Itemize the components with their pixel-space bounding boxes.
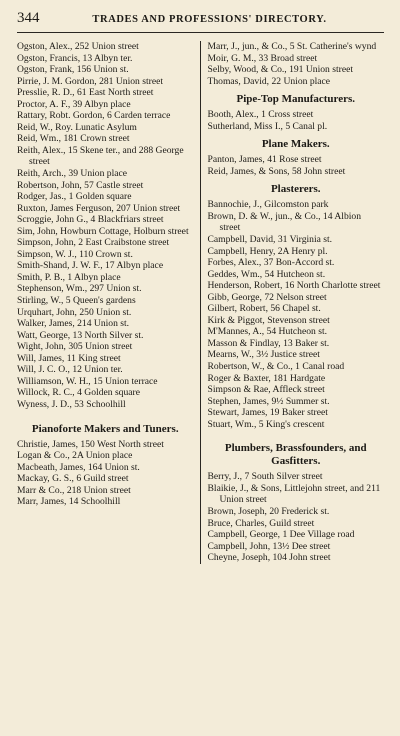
- directory-entry: Kirk & Piggot, Stevenson street: [207, 314, 330, 326]
- directory-entry: Forbes, Alex., 37 Bon-Accord st.: [207, 257, 335, 269]
- directory-entry: Ruxton, James Ferguson, 207 Union street: [17, 202, 181, 214]
- running-head: TRADES AND PROFESSIONS' DIRECTORY.: [92, 14, 327, 25]
- directory-entry: Sutherland, Miss I., 5 Canal pl.: [207, 120, 328, 132]
- directory-entry: Gilbert, Robert, 56 Chapel st.: [207, 303, 321, 315]
- directory-entry: Presslie, R. D., 61 East North street: [17, 87, 154, 99]
- directory-entry: Williamson, W. H., 15 Union terrace: [17, 375, 158, 387]
- directory-columns: [17, 41, 384, 564]
- section-heading: Plane Makers.: [261, 138, 330, 151]
- directory-entry: Panton, James, 41 Rose street: [207, 154, 322, 166]
- left-column: [17, 41, 200, 564]
- directory-entry: Ogston, Alex., 252 Union street: [17, 41, 139, 52]
- directory-entry: Smith-Shand, J. W. F., 17 Albyn place: [17, 260, 164, 272]
- directory-entry: Wyness, J. D., 53 Schoolhill: [17, 398, 126, 410]
- directory-entry: Bannochie, J., Gilcomston park: [207, 199, 329, 211]
- section-heading-pianoforte: Pianoforte Makers and Tuners.: [31, 422, 179, 435]
- section-heading: Plumbers, Brassfounders, and Gasfitters.: [224, 442, 367, 468]
- right-column: [200, 41, 385, 564]
- section-heading: Plasterers.: [270, 183, 321, 196]
- directory-entry: Stirling, W., 5 Queen's gardens: [17, 295, 136, 307]
- directory-entry: Henderson, Robert, 16 North Charlotte street: [207, 280, 381, 292]
- directory-entry: Campbell, Henry, 2A Henry pl.: [207, 245, 328, 257]
- directory-entry: M'Mannes, A., 54 Hutcheon st.: [207, 326, 328, 338]
- directory-entry: Pirrie, J. M. Gordon, 281 Union street: [17, 75, 164, 87]
- directory-entry: Rodger, Jas., 1 Golden square: [17, 191, 132, 203]
- left-entry-list: [17, 41, 194, 411]
- directory-entry: Watt, George, 13 North Silver st.: [17, 329, 144, 341]
- directory-entry: Scroggie, John G., 4 Blackfriars street: [17, 214, 164, 226]
- directory-entry: Simpson, John, 2 East Craibstone street: [17, 237, 170, 249]
- directory-entry: Walker, James, 214 Union st.: [17, 318, 130, 330]
- directory-entry: Marr, James, 14 Schoolhill: [17, 496, 121, 508]
- directory-entry: Roger & Baxter, 181 Hardgate: [207, 372, 326, 384]
- right-section-list: [208, 93, 385, 564]
- directory-entry: Wight, John, 305 Union street: [17, 341, 133, 353]
- directory-entry: Simpson, W. J., 110 Crown st.: [17, 248, 133, 260]
- directory-entry: Stephen, James, 9½ Summer st.: [207, 395, 330, 407]
- directory-entry: Macbeath, James, 164 Union st.: [17, 461, 140, 473]
- directory-entry: Mearns, W., 3½ Justice street: [207, 349, 320, 361]
- directory-entry: Robertson, W., & Co., 1 Canal road: [207, 361, 345, 373]
- right-top-entry-list: [208, 41, 385, 87]
- directory-entry: Reid, W., Roy. Lunatic Asylum: [17, 121, 137, 133]
- directory-entry: Reid, James, & Sons, 58 John street: [207, 165, 346, 177]
- directory-entry: Blaikie, J., & Sons, Littlejohn street, and 211 Union street: [207, 482, 381, 506]
- directory-entry: Brown, Joseph, 20 Frederick st.: [207, 505, 330, 517]
- directory-entry: Rattary, Robt. Gordon, 6 Carden terrace: [17, 110, 171, 122]
- directory-entry: Brown, D. & W., jun., & Co., 14 Albion street: [207, 210, 362, 234]
- directory-entry: Reith, Arch., 39 Union place: [17, 168, 128, 180]
- directory-entry: Berry, J., 7 South Silver street: [207, 471, 323, 483]
- directory-entry: Simpson & Rae, Affleck street: [207, 384, 325, 396]
- directory-entry: Stewart, James, 19 Baker street: [207, 407, 328, 419]
- directory-entry: Will, J. C. O., 12 Union ter.: [17, 364, 123, 376]
- section-heading: Pipe-Top Manufacturers.: [236, 93, 356, 106]
- directory-entry: Logan & Co., 2A Union place: [17, 450, 133, 462]
- directory-entry: Robertson, John, 57 Castle street: [17, 179, 144, 191]
- directory-entry: Campbell, John, 13½ Dee street: [207, 540, 331, 552]
- directory-entry: Thomas, David, 22 Union place: [207, 75, 331, 87]
- directory-entry: Willock, R. C., 4 Golden square: [17, 387, 140, 399]
- directory-entry: Ogston, Francis, 13 Albyn ter.: [17, 52, 133, 64]
- directory-entry: Reid, Wm., 181 Crown street: [17, 133, 130, 145]
- page-header: [17, 10, 384, 33]
- directory-entry: Stephenson, Wm., 297 Union st.: [17, 283, 142, 295]
- directory-entry: Selby, Wood, & Co., 191 Union street: [207, 64, 354, 76]
- directory-entry: Gibb, George, 72 Nelson street: [207, 291, 327, 303]
- directory-entry: Marr & Co., 218 Union street: [17, 484, 131, 496]
- directory-entry: Booth, Alex., 1 Cross street: [207, 109, 314, 121]
- directory-entry: Campbell, George, 1 Dee Village road: [207, 529, 355, 541]
- directory-entry: Proctor, A. F., 39 Albyn place: [17, 98, 131, 110]
- directory-entry: Campbell, David, 31 Virginia st.: [207, 234, 333, 246]
- directory-entry: Ogston, Frank, 156 Union st.: [17, 64, 129, 76]
- directory-entry: Cheyne, Joseph, 104 John street: [207, 552, 331, 564]
- directory-entry: Will, James, 11 King street: [17, 352, 121, 364]
- directory-entry: Bruce, Charles, Guild street: [207, 517, 315, 529]
- directory-entry: Smith, P. B., 1 Albyn place: [17, 271, 121, 283]
- directory-entry: Masson & Findlay, 13 Baker st.: [207, 337, 330, 349]
- directory-entry: Moir, G. M., 33 Broad street: [207, 52, 318, 64]
- directory-entry: Urquhart, John, 250 Union st.: [17, 306, 132, 318]
- directory-entry: Christie, James, 150 West North street: [17, 438, 164, 450]
- directory-entry: Mackay, G. S., 6 Guild street: [17, 473, 129, 485]
- directory-entry: Marr, J., jun., & Co., 5 St. Catherine's wynd: [207, 41, 377, 52]
- directory-entry: Stuart, Wm., 5 King's crescent: [207, 418, 325, 430]
- directory-entry: Reith, Alex., 15 Skene ter., and 288 George street: [17, 144, 184, 168]
- directory-entry: Sim, John, Howburn Cottage, Holburn street: [17, 225, 189, 237]
- page-number: 344: [17, 10, 40, 26]
- directory-entry: Geddes, Wm., 54 Hutcheon st.: [207, 268, 326, 280]
- pianoforte-entry-list: [17, 439, 194, 508]
